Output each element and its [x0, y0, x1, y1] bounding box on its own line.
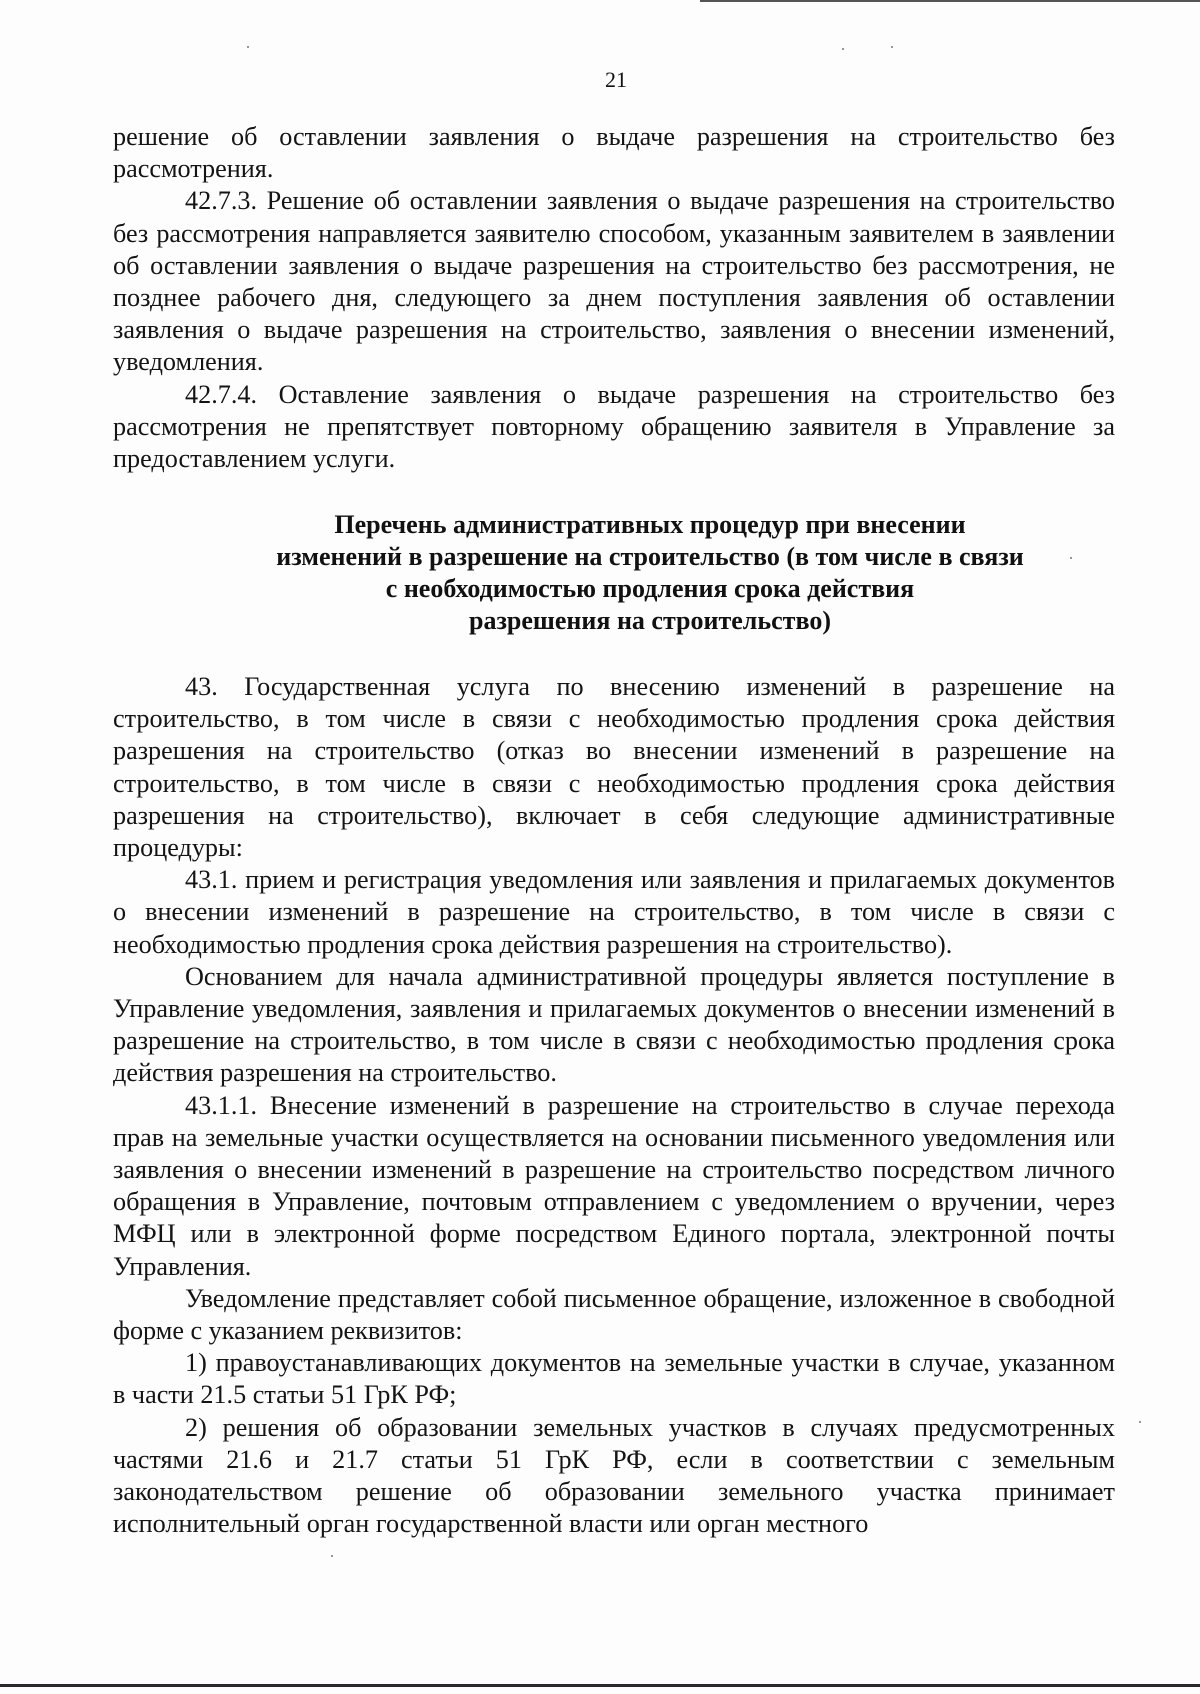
section-heading [0, 509, 1200, 637]
scan-speck [1139, 1421, 1141, 1423]
section-heading-line: Перечень административных процедур при внесении [334, 510, 966, 539]
intro-text-block [113, 121, 1115, 475]
section-text-block [113, 671, 1115, 1540]
scan-speck [331, 1555, 333, 1557]
section-heading-line: разрешения на строительство) [469, 606, 831, 635]
list-item-1: 1) правоустанавливающих документов на земельные участки в случае, указанном в части 21.5 статьи 51 ГрК РФ; [113, 1348, 1115, 1410]
scan-speck [247, 46, 249, 48]
section-heading-line: изменений в разрешение на строительство (в том числе в связи [276, 542, 1024, 571]
paragraph-42-7-4: 42.7.4. Оставление заявления о выдаче разрешения на строительство без рассмотрения не препятствует повторному обращению заявителя в Управление за предоставлением услуги. [113, 379, 1115, 474]
scan-edge-top [700, 0, 1200, 2]
paragraph-43-1: 43.1. прием и регистрация уведомления или заявления и прилагаемых документов о внесении изменений в разрешение на строительство, в том числе в связи с необходимостью продления срока действия разрешения на строительство). [113, 865, 1115, 959]
section-heading-line: с необходимостью продления срока действия [385, 574, 915, 603]
paragraph-42-7-3: 42.7.3. Решение об оставлении заявления о выдаче разрешения на строительство без рассмотрения направляется заявителю способом, указанным заявителем в заявлении об оставлении заявления о выдаче разрешения на строительство без рассмотрения, не позднее рабочего дня, следующего за днем поступления заявления об оставлении заявления о выдаче разрешения на строительство, заявления о внесении изменений, уведомления. [113, 186, 1115, 377]
paragraph-basis: Основанием для начала административной процедуры является поступление в Управление уведомления, заявления и прилагаемых документов о внесении изменений в разрешение на строительство, в том числе в связи с необходимостью продления срока действия разрешения на строительство. [113, 961, 1115, 1088]
paragraph-continuation: решение об оставлении заявления о выдаче разрешения на строительство без рассмотрения. [113, 122, 1115, 184]
scan-speck [1070, 557, 1072, 559]
scan-speck [842, 48, 844, 50]
scan-speck [891, 46, 893, 48]
page-number: 21 [605, 67, 627, 92]
paragraph-43-1-1: 43.1.1. Внесение изменений в разрешение на строительство в случае перехода прав на земельные участки осуществляется на основании письменного уведомления или заявления о внесении изменений в разрешение на строительство посредством личного обращения в Управление, почтовым отправлением с уведомлением о вручении, через МФЦ или в электронной форме посредством Единого портала, электронной почты Управления. [113, 1090, 1115, 1281]
list-item-2: 2) решения об образовании земельных участков в случаях предусмотренных частями 21.6 и 21.7 статьи 51 ГрК РФ, если в соответствии с земельным законодательством решение об образовании земельного участка принимает исполнительный орган государственной власти или орган местного [113, 1412, 1115, 1539]
paragraph-43: 43. Государственная услуга по внесению изменений в разрешение на строительство, в том числе в связи с необходимостью продления срока действия разрешения на строительство (отказ во внесении изменений в разрешение на строительство, в том числе в связи с необходимостью продления срока действия разрешения на строительство), включает в себя следующие административные процедуры: [113, 672, 1115, 863]
scan-edge-bottom [0, 1684, 1200, 1687]
paragraph-notification: Уведомление представляет собой письменное обращение, изложенное в свободной форме с указанием реквизитов: [113, 1283, 1115, 1346]
